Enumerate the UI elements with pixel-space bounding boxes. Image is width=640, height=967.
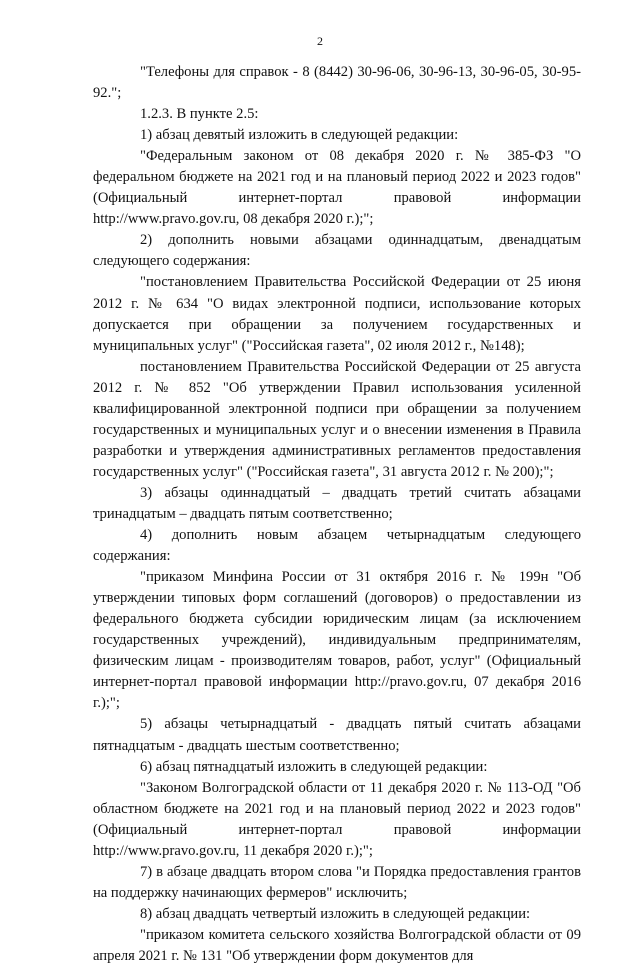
paragraph: 2) дополнить новыми абзацами одиннадцатым, двенадцатым следующего содержания:	[93, 232, 581, 270]
paragraph: "постановлением Правительства Российской Федерации от 25 июня 2012 г. № 634 "О видах электронной подписи, использование которых допускается при обращении за получением государственных и муниципальных услуг" ("Российская газета", 02 июля 2012 г., №148);	[93, 274, 581, 354]
paragraph: 8) абзац двадцать четвертый изложить в следующей редакции:	[140, 905, 531, 922]
paragraph: "приказом Минфина России от 31 октября 2016 г. № 199н "Об утверждении типовых форм соглашений (договоров) о предоставлении из федерального бюджета субсидии юридическим лицам (за исключением государственных учреждений), индивидуальным предпринимателям, физическим лицам - производителям товаров, работ, услуг" (Официальный интернет-портал правовой информации http://pravo.gov.ru, 07 декабря 2016 г.);";	[93, 569, 581, 712]
paragraph: 3) абзацы одиннадцатый – двадцать третий считать абзацами тринадцатым – двадцать пятым соответственно;	[93, 484, 581, 522]
paragraph: 1) абзац девятый изложить в следующей редакции:	[140, 127, 459, 144]
paragraph: 5) абзацы четырнадцатый - двадцать пятый считать абзацами пятнадцатым - двадцать шестым соответственно;	[93, 716, 581, 754]
paragraph: "Законом Волгоградской области от 11 декабря 2020 г. № 113-ОД "Об областном бюджете на 2021 год и на плановый период 2022 и 2023 годов" (Официальный интернет-портал правовой информации http://www.pravo.gov.ru, 11 декабря 2020 г.);";	[93, 779, 581, 859]
paragraph: постановлением Правительства Российской Федерации от 25 августа 2012 г. № 852 "Об утверждении Правил использования усиленной квалифицированной электронной подписи при обращении за получением государственных и муниципальных услуг и о внесении изменения в Правила разработки и утверждения административных регламентов предоставления государственных услуг" ("Российская газета", 31 августа 2012 г. № 200);";	[93, 358, 581, 480]
page-number: 2	[317, 34, 323, 48]
paragraph: 1.2.3. В пункте 2.5:	[140, 106, 259, 123]
paragraph: 6) абзац пятнадцатый изложить в следующей редакции:	[140, 758, 488, 775]
paragraph: 7) в абзаце двадцать втором слова "и Порядка предоставления грантов на поддержку начинающих фермеров" исключить;	[93, 863, 581, 901]
document-body	[93, 62, 581, 967]
paragraph: "Телефоны для справок - 8 (8442) 30-96-06, 30-96-13, 30-96-05, 30-95-92.";	[93, 64, 581, 102]
paragraph: "Федеральным законом от 08 декабря 2020 г. № 385-ФЗ "О федеральном бюджете на 2021 год и на плановый период 2022 и 2023 годов" (Официальный интернет-портал правовой информации http://www.pravo.gov.ru, 08 декабря 2020 г.);";	[93, 148, 581, 228]
paragraph: "приказом комитета сельского хозяйства Волгоградской области от 09 апреля 2021 г. № 131 "Об утверждении форм документов для	[93, 926, 581, 964]
paragraph: 4) дополнить новым абзацем четырнадцатым следующего содержания:	[93, 527, 581, 565]
